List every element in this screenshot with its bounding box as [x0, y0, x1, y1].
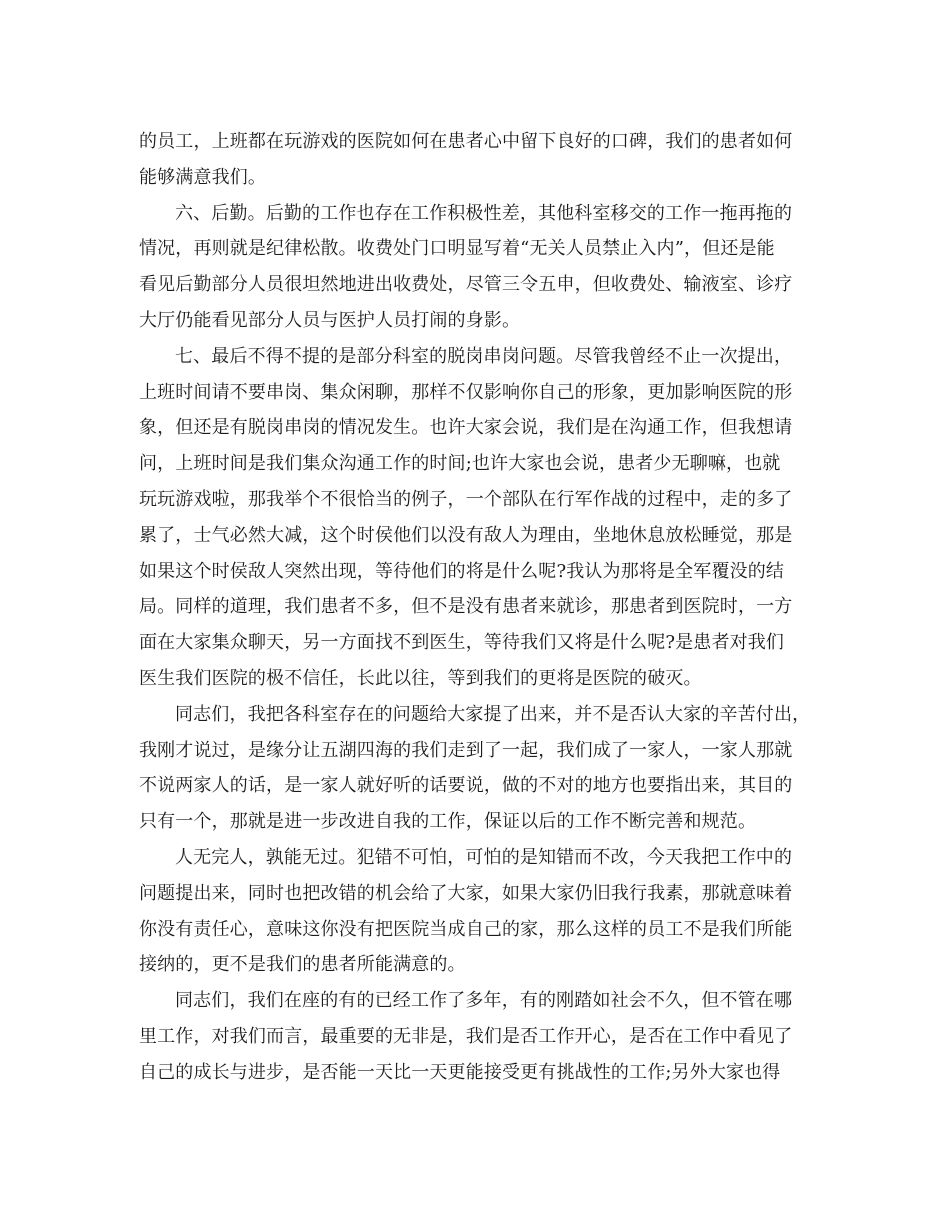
- text-line: 如果这个时侯敌人突然出现，等待他们的将是什么呢?我认为那将是全军覆没的结: [139, 560, 785, 582]
- text-line: 局。同样的道理，我们患者不多，但不是没有患者来就诊，那患者到医院时，一方: [139, 596, 793, 618]
- paragraph-first-line: 人无完人，孰能无过。犯错不可怕，可怕的是知错而不改，今天我把工作中的: [175, 846, 793, 868]
- text-line: 看见后勤部分人员很坦然地进出收费处，尽管三令五申，但收费处、输液室、诊疗: [139, 274, 793, 296]
- text-line: 累了，士气必然大减，这个时侯他们以没有敌人为理由，坐地休息放松睡觉，那是: [139, 524, 793, 546]
- text-line: 情况，再则就是纪律松散。收费处门口明显写着“无关人员禁止入内”，但还是能: [139, 238, 775, 260]
- text-line: 面在大家集众聊天，另一方面找不到医生，等待我们又将是什么呢?是患者对我们: [139, 632, 785, 654]
- paragraph-first-line: 同志们，我把各科室存在的问题给大家提了出来，并不是否认大家的辛苦付出，: [175, 703, 811, 725]
- text-line: 问题提出来，同时也把改错的机会给了大家，如果大家仍旧我行我素，那就意味着: [139, 882, 793, 904]
- paragraph-first-line: 同志们，我们在座的有的已经工作了多年，有的刚踏如社会不久，但不管在哪: [175, 990, 793, 1012]
- text-line: 玩玩游戏啦，那我举个不很恰当的例子，一个部队在行军作战的过程中，走的多了: [139, 488, 793, 510]
- text-line: 上班时间请不要串岗、集众闲聊，那样不仅影响你自己的形象，更加影响医院的形: [139, 381, 793, 403]
- text-line: 里工作，对我们而言，最重要的无非是，我们是否工作开心，是否在工作中看见了: [139, 1025, 793, 1047]
- text-line: 大厅仍能看见部分人员与医护人员打闹的身影。: [139, 309, 521, 331]
- text-line: 接纳的，更不是我们的患者所能满意的。: [139, 954, 466, 976]
- paragraph-first-line: 六、后勤。后勤的工作也存在工作积极性差，其他科室移交的工作一拖再拖的: [175, 202, 793, 224]
- text-line: 问，上班时间是我们集众沟通工作的时间;也许大家也会说，患者少无聊嘛，也就: [139, 453, 781, 475]
- text-line: 自己的成长与进步，是否能一天比一天更能接受更有挑战性的工作;另外大家也得: [139, 1061, 781, 1083]
- text-line: 的员工，上班都在玩游戏的医院如何在患者心中留下良好的口碑，我们的患者如何: [139, 131, 793, 152]
- text-line: 只有一个，那就是进一步改进自我的工作，保证以后的工作不断完善和规范。: [139, 811, 757, 833]
- text-line: 医生我们医院的极不信任，长此以往，等到我们的更将是医院的破灭。: [139, 667, 702, 689]
- text-line: 你没有责任心，意味这你没有把医院当成自己的家，那么这样的员工不是我们所能: [139, 918, 793, 940]
- text-line: 象，但还是有脱岗串岗的情况发生。也许大家会说，我们是在沟通工作，但我想请: [139, 417, 793, 439]
- text-line: 不说两家人的话，是一家人就好听的话要说，做的不对的地方也要指出来，其目的: [139, 775, 793, 797]
- text-line: 能够满意我们。: [139, 166, 267, 188]
- document-body: [139, 124, 811, 1091]
- paragraph-first-line: 七、最后不得不提的是部分科室的脱岗串岗问题。尽管我曾经不止一次提出，: [175, 345, 793, 367]
- text-line: 我刚才说过，是缘分让五湖四海的我们走到了一起，我们成了一家人，一家人那就: [139, 739, 793, 761]
